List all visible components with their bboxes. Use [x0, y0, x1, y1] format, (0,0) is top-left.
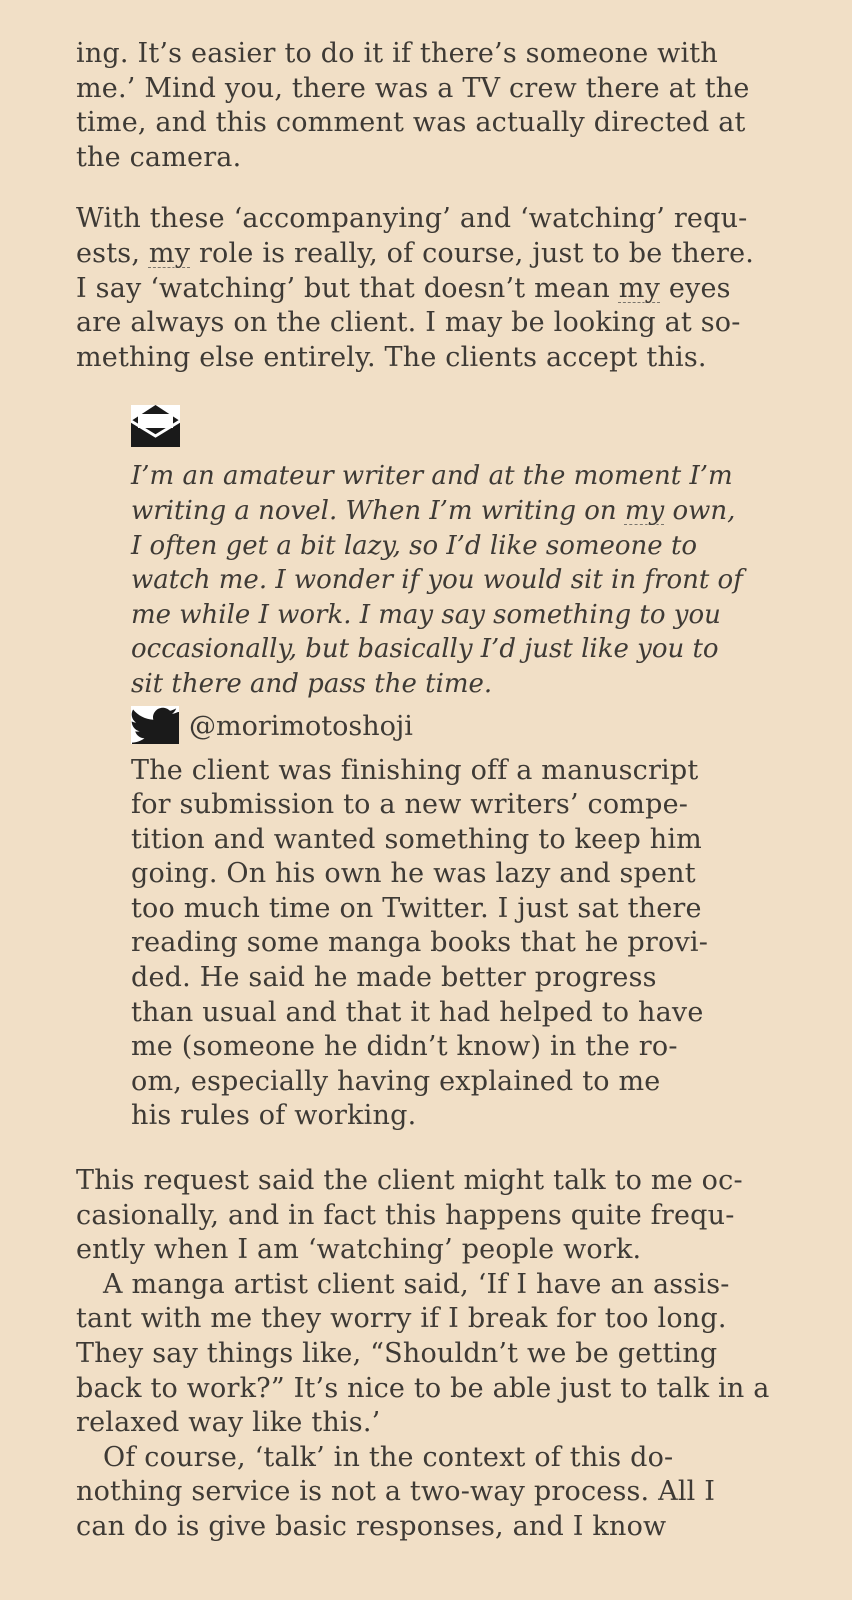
note-paragraph [131, 754, 776, 1135]
quote-line: me while I work. I may say something to you [131, 599, 721, 630]
text-line: ded. He said he made better progress [131, 962, 657, 994]
text-line: The client was finishing off a manuscript [131, 754, 699, 786]
author-handle[interactable]: @morimotoshoji [189, 710, 413, 742]
text-line: relaxed way like this.’ [76, 1407, 381, 1439]
text-line: tant with me they worry if I break for too long. [76, 1303, 727, 1335]
quote-line: sit there and pass the time. [131, 668, 493, 699]
intro-paragraph [76, 37, 776, 175]
underlined-word[interactable]: my [148, 237, 191, 269]
final-section [76, 1164, 776, 1545]
text-line: tition and wanted something to keep him [131, 823, 702, 855]
text-segment: I say ‘watching’ but that doesn’t mean [76, 272, 619, 304]
text-line: Of course, ‘talk’ in the context of this do- [103, 1441, 674, 1473]
envelope-icon [131, 405, 180, 447]
text-line: nothing service is not a two-way process. All I [76, 1476, 716, 1508]
text-line: too much time on Twitter. I just sat there [131, 892, 702, 924]
text-line: are always on the client. I may be looking at so- [76, 307, 741, 339]
text-line: time, and this comment was actually directed at [76, 107, 746, 139]
text-line: ing. It’s easier to do it if there’s someone with [76, 38, 718, 69]
text-line: They say things like, “Shouldn’t we be getting [76, 1338, 718, 1369]
text-line: back to work?” It’s nice to be able just to talk in a [76, 1372, 770, 1404]
paragraph-gap [76, 175, 776, 202]
text-line: me (someone he didn’t know) in the ro- [131, 1031, 678, 1063]
text-segment: eyes [660, 272, 731, 304]
text-line: his rules of working. [131, 1100, 417, 1132]
quote-line: watch me. I wonder if you would sit in front of [131, 565, 743, 596]
second-paragraph [76, 202, 776, 375]
text-line: than usual and that it had helped to have [131, 996, 704, 1028]
quote-line [131, 494, 776, 529]
quote-line: occasionally, but basically I’d just like you to [131, 634, 719, 665]
text-line [76, 237, 776, 272]
text-line: going. On his own he was lazy and spent [131, 858, 696, 890]
text-segment: role is really, of course, just to be there. [190, 237, 755, 269]
text-line: can do is give basic responses, and I know [76, 1510, 667, 1542]
text-segment: writing a novel. When I’m writing on [131, 495, 625, 526]
request-quote [131, 459, 776, 701]
underlined-word[interactable]: my [618, 272, 661, 304]
text-line: With these ‘accompanying’ and ‘watching’ requ- [76, 203, 748, 235]
book-page [76, 37, 776, 1545]
underlined-word[interactable]: my [624, 495, 665, 526]
text-line: mething else entirely. The clients accept this. [76, 341, 707, 373]
request-block [131, 405, 776, 1134]
text-line: This request said the client might talk to me oc- [76, 1165, 743, 1197]
text-line: A manga artist client said, ‘If I have an assis- [103, 1268, 730, 1300]
text-segment: own, [664, 495, 736, 526]
text-line: me.’ Mind you, there was a TV crew there at the [76, 72, 750, 104]
twitter-bird-icon [131, 706, 179, 744]
text-line [76, 272, 776, 307]
author-attribution [131, 704, 776, 744]
text-line: the camera. [76, 141, 242, 173]
paragraph-gap [76, 1134, 776, 1164]
text-line: for submission to a new writers’ compe- [131, 789, 689, 821]
quote-line: I often get a bit lazy, so I’d like someone to [131, 530, 698, 561]
text-line: om, especially having explained to me [131, 1065, 661, 1097]
text-line: reading some manga books that he provi- [131, 927, 709, 959]
text-line: ently when I am ‘watching’ people work. [76, 1234, 642, 1266]
quote-line: I’m an amateur writer and at the moment I’m [131, 461, 733, 492]
text-line: casionally, and in fact this happens quite frequ- [76, 1199, 735, 1231]
text-segment: ests, [76, 237, 149, 269]
